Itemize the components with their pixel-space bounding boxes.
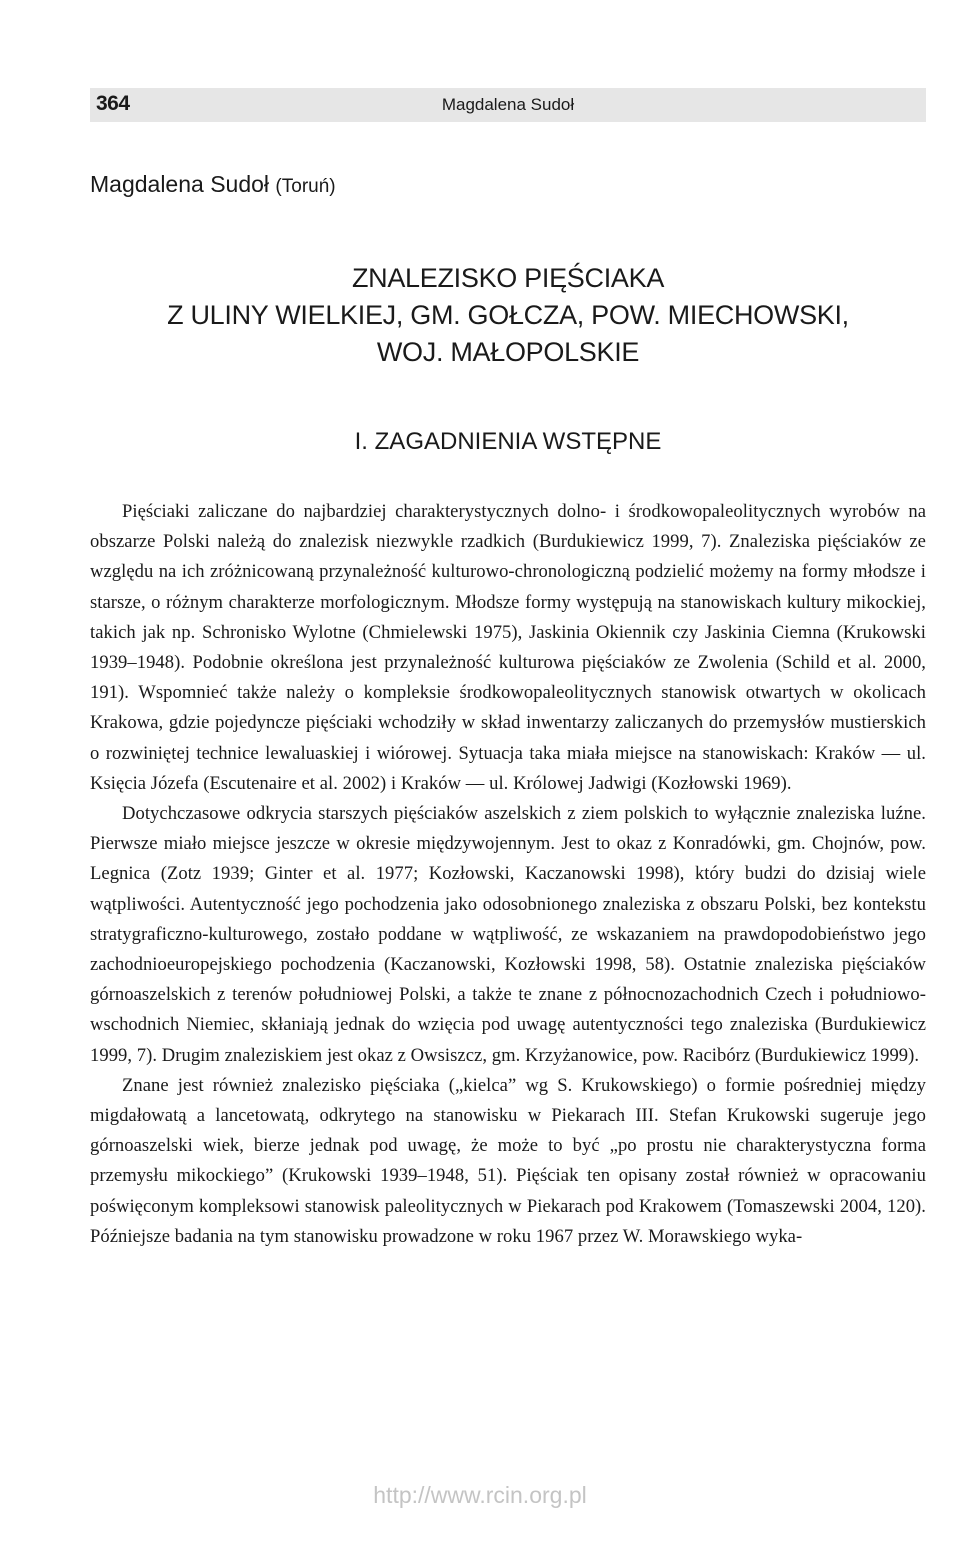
title-line: WOJ. MAŁOPOLSKIE: [376, 337, 640, 367]
watermark-url: http://www.rcin.org.pl: [373, 1482, 587, 1508]
running-head: Magdalena Sudoł: [441, 95, 575, 114]
page-number: 364: [96, 92, 130, 115]
title-line: ZNALEZISKO PIĘŚCIAKA: [351, 263, 665, 293]
body-text: [90, 497, 926, 1252]
article-title: [90, 260, 926, 371]
author-affiliation: (Toruń): [275, 176, 336, 197]
paragraph: Znane jest również znalezisko pięściaka („kielca” wg S. Krukowskiego) o formie pośredniej między migdałowatą a lancetowatą, odkrytego na stanowisku w Piekarach III. Stefan Krukowski sugeruje jego górnoaszelski wiek, bierze jednak pod uwagę, że może to być „po prostu nie charakterystyczna forma przemysłu mikockiego” (Krukowski 1939–1948, 51). Pięściak ten opisany został również w opracowaniu poświęconym kompleksowi stanowisk paleolitycznych w Piekarach pod Krakowem (Tomaszewski 2004, 120). Późniejsze badania na tym stanowisku prowadzone w roku 1967 przez W. Morawskiego wyka-: [90, 1074, 926, 1247]
author-line: [90, 171, 336, 198]
paragraph: Pięściaki zaliczane do najbardziej charakterystycznych dolno- i środkowopaleolitycznych wyrobów na obszarze Polski należą do znalezisk niezwykle rzadkich (Burdukiewicz 1999, 7). Znaleziska pięściaków ze względu na ich zróżnicowaną przynależność kulturowo-chronologiczną podzielić możemy na formy młodsze i starsze, o różnym charakterze morfologicznym. Młodsze formy występują na stanowiskach kultury mikockiej, takich jak np. Schronisko Wylotne (Chmielewski 1975), Jaskinia Okiennik czy Jaskinia Ciemna (Krukowski 1939–1948). Podobnie określona jest przynależność kulturowa pięściaków ze Zwolenia (Schild et al. 2000, 191). Wspomnieć także należy o kompleksie środkowopaleolitycznych stanowisk otwartych w okolicach Krakowa, gdzie pojedyncze pięściaki wchodziły w skład inwentarzy zaliczanych do przemysłów mustierskich o rozwiniętej technice lewaluaskiej i wiórowej. Sytuacja taka miała miejsce na stanowiskach: Kraków — ul. Księcia Józefa (Escutenaire et al. 2002) i Kraków — ul. Królowej Jadwigi (Kozłowski 1969).: [90, 501, 926, 794]
page-header: [90, 88, 926, 122]
paragraph: Dotychczasowe odkrycia starszych pięściaków aszelskich z ziem polskich to wyłącznie znaleziska luźne. Pierwsze miało miejsce jeszcze w okresie międzywojennym. Jest to okaz z Konradówki, gm. Chojnów, pow. Legnica (Zotz 1939; Ginter et al. 1977; Kozłowski, Kaczanowski 1998), który budzi do dzisiaj wiele wątpliwości. Autentyczność jego pochodzenia jako odosobnionego znaleziska z obszaru Polski, bez kontekstu stratygraficzno-kulturowego, zostało poddane w wątpliwość, ze wskazaniem na prawdopodobieństwo jego zachodnioeuropejskiego pochodzenia (Kaczanowski, Kozłowski 1998, 58). Ostatnie znaleziska pięściaków górnoaszelskich z terenów południowej Polski, a także te znane z północnozachodnich Czech i południowo-wschodnich Niemiec, skłaniają jednak do wzięcia pod uwagę autentyczności tego znaleziska (Burdukiewicz 1999, 7). Drugim znaleziskiem jest okaz z Owsiszcz, gm. Krzyżanowice, pow. Racibórz (Burdukiewicz 1999).: [90, 803, 926, 1066]
section-heading: I. ZAGADNIENIA WSTĘPNE: [354, 428, 662, 455]
author-name: Magdalena Sudoł: [90, 171, 270, 197]
title-line: Z ULINY WIELKIEJ, GM. GOŁCZA, POW. MIECHOWSKI,: [167, 300, 849, 330]
